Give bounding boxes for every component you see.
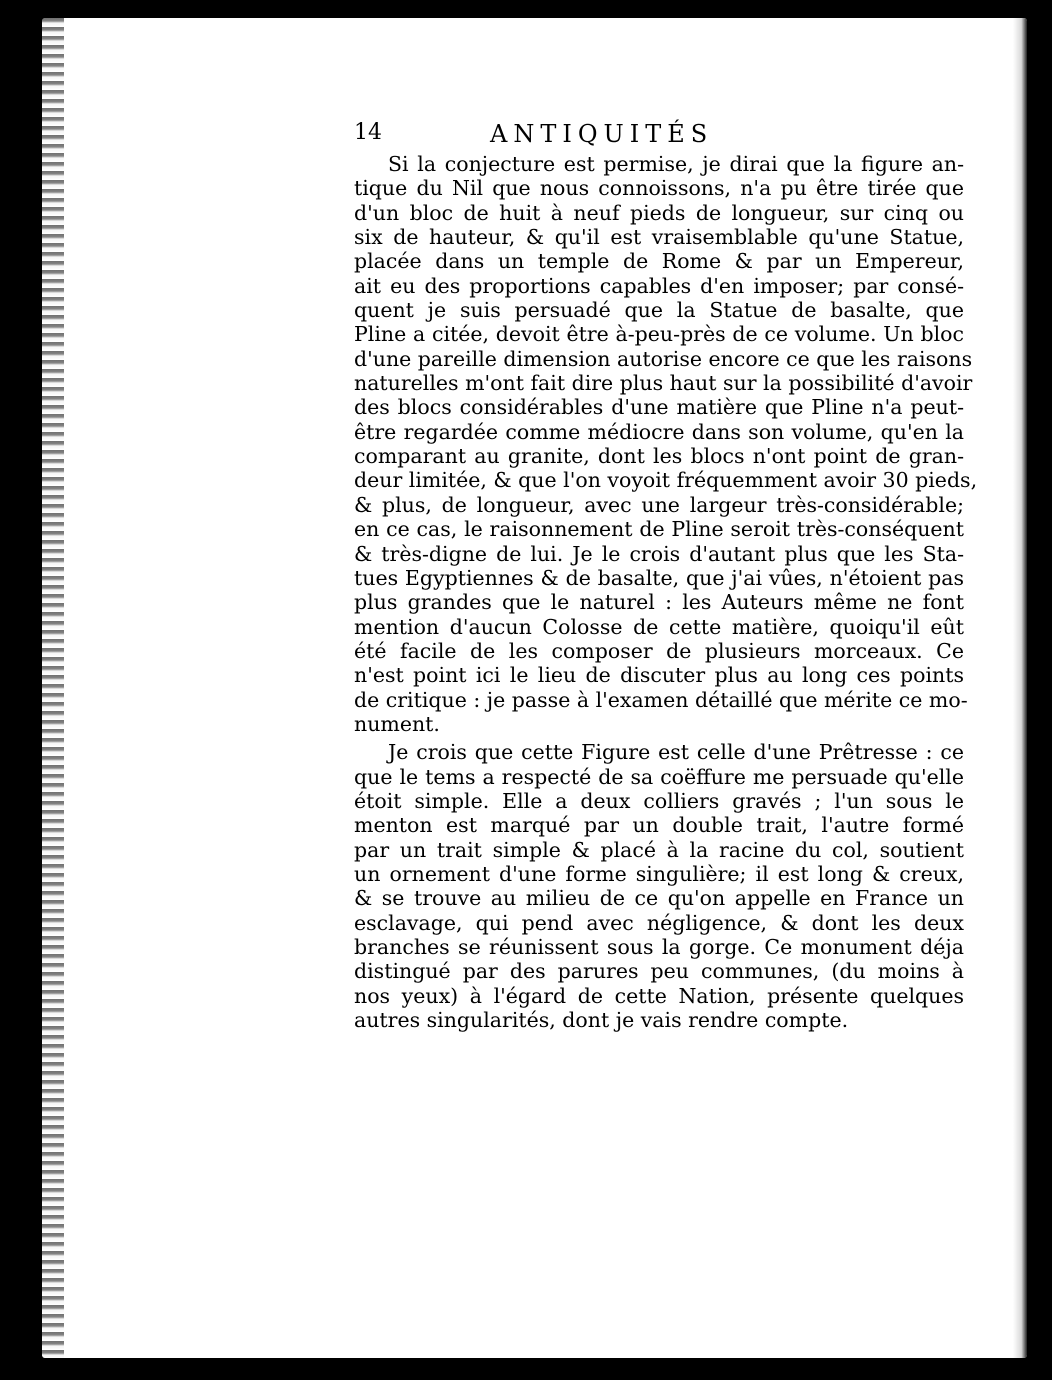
text-line: de critique : je passe à l'examen détaillé que mérite ce mo-: [354, 687, 968, 712]
text-line: d'un bloc de huit à neuf pieds de longueur, sur cinq ou: [354, 200, 964, 225]
paragraph-2: [354, 740, 964, 1032]
text-line: esclavage, qui pend avec négligence, & dont les deux: [354, 910, 964, 935]
text-line: que le tems a respecté de sa coëffure me persuade qu'elle: [354, 764, 964, 789]
text-line: plus grandes que le naturel : les Auteurs même ne font: [354, 590, 964, 615]
text-line: branches se réunissent sous la gorge. Ce monument déja: [354, 935, 964, 959]
text-line: tues Egyptiennes & de basalte, que j'ai vûes, n'étoient pas: [354, 565, 964, 590]
text-line: en ce cas, le raisonnement de Pline seroit très-conséquent: [354, 517, 964, 542]
text-line: six de hauteur, & qu'il est vraisemblable qu'une Statue,: [354, 225, 964, 250]
text-line: ait eu des proportions capables d'en imposer; par consé-: [354, 273, 964, 298]
text-line: menton est marqué par un double trait, l'autre formé: [354, 813, 964, 838]
text-line: placée dans un temple de Rome & par un Empereur,: [354, 249, 964, 274]
text-line: Pline a citée, devoit être à-peu-près de ce volume. Un bloc: [354, 322, 964, 347]
page-edge-shadow: [1013, 18, 1027, 1358]
text-line: Si la conjecture est permise, je dirai que la figure an-: [388, 152, 964, 176]
text-block: [354, 120, 978, 1033]
running-title: ANTIQUITÉS: [490, 120, 714, 148]
text-line: nos yeux) à l'égard de cette Nation, présente quelques: [354, 983, 964, 1008]
text-line: tique du Nil que nous connoissons, n'a pu être tirée que: [354, 176, 964, 201]
text-line: mention d'aucun Colosse de cette matière, quoiqu'il eût: [354, 614, 964, 639]
text-line: nument.: [354, 711, 440, 736]
text-line: Je crois que cette Figure est celle d'une Prêtresse : ce: [388, 740, 964, 765]
text-line: par un trait simple & placé à la racine du col, soutient: [354, 837, 964, 862]
text-line: être regardée comme médiocre dans son volume, qu'en la: [354, 419, 964, 444]
text-line: naturelles m'ont fait dire plus haut sur la possibilité d'avoir: [354, 371, 973, 396]
text-line: des blocs considérables d'une matière que Pline n'a peut-: [354, 395, 964, 420]
text-line: & très-digne de lui. Je le crois d'autant plus que les Sta-: [354, 541, 964, 566]
text-line: un ornement d'une forme singulière; il est long & creux,: [354, 861, 964, 886]
text-line: distingué par des parures peu communes, (du moins à: [354, 959, 964, 984]
text-line: n'est point ici le lieu de discuter plus au long ces points: [354, 663, 964, 688]
text-line: étoit simple. Elle a deux colliers gravés ; l'un sous le: [354, 788, 964, 813]
book-page: [42, 18, 1027, 1358]
text-line: autres singularités, dont je vais rendre compte.: [354, 1008, 849, 1033]
text-line: quent je suis persuadé que la Statue de basalte, que: [354, 298, 964, 323]
page-gutter-shadow: [42, 18, 64, 1358]
page-number: 14: [354, 120, 382, 145]
paragraph-1: [354, 152, 978, 736]
running-head: [354, 120, 964, 152]
text-line: d'une pareille dimension autorise encore ce que les raisons: [354, 346, 973, 371]
text-line: comparant au granite, dont les blocs n'ont point de gran-: [354, 444, 964, 469]
text-line: été facile de les composer de plusieurs morceaux. Ce: [354, 638, 964, 663]
text-line: deur limitée, & que l'on voyoit fréquemment avoir 30 pieds,: [354, 468, 978, 493]
text-line: & plus, de longueur, avec une largeur très-considérable;: [354, 492, 964, 517]
text-line: & se trouve au milieu de ce qu'on appelle en France un: [354, 886, 964, 911]
